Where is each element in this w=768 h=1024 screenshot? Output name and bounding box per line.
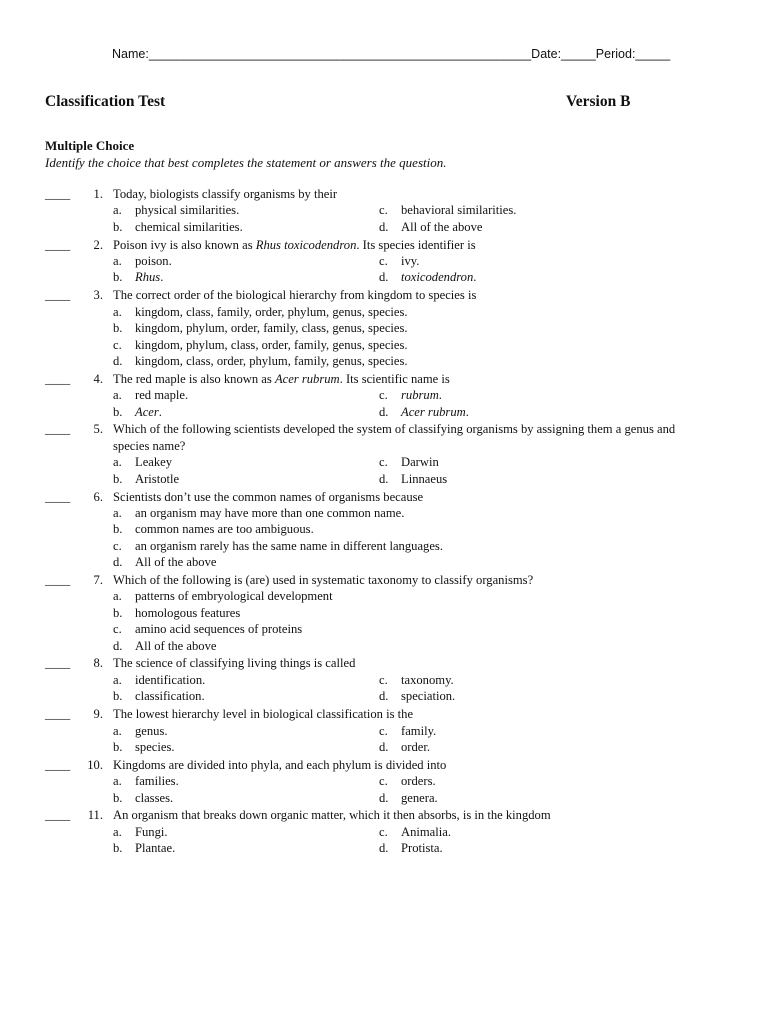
answer-options bbox=[113, 253, 735, 286]
option-row bbox=[113, 588, 735, 604]
option-text: rubrum bbox=[401, 388, 439, 403]
answer-option bbox=[113, 638, 216, 654]
option-text: Fungi. bbox=[135, 824, 168, 839]
option-letter: d. bbox=[379, 841, 389, 856]
question-number: 10. bbox=[87, 757, 103, 772]
question-item bbox=[45, 706, 735, 755]
question-item bbox=[45, 186, 735, 235]
option-row bbox=[113, 387, 735, 403]
question-stem bbox=[113, 371, 735, 387]
option-letter: b. bbox=[113, 219, 123, 234]
option-text: classes. bbox=[135, 790, 174, 805]
test-version: Version B bbox=[566, 93, 631, 110]
option-letter: d. bbox=[113, 555, 123, 570]
answer-option bbox=[113, 454, 172, 470]
answer-option bbox=[113, 269, 163, 285]
answer-option bbox=[379, 454, 439, 470]
option-row bbox=[113, 454, 735, 470]
option-text: poison. bbox=[135, 254, 172, 269]
answer-option bbox=[113, 840, 175, 856]
answer-options bbox=[113, 304, 735, 370]
option-text: Leakey bbox=[135, 455, 173, 470]
option-text: species. bbox=[135, 739, 175, 754]
section-instructions: Identify the choice that best completes the statement or answers the question. bbox=[45, 155, 447, 170]
question-number: 7. bbox=[93, 573, 103, 588]
option-text: amino acid sequences of proteins bbox=[135, 622, 303, 637]
answer-option bbox=[379, 688, 455, 704]
option-letter: d. bbox=[113, 638, 123, 653]
answer-option bbox=[113, 723, 168, 739]
option-letter: a. bbox=[113, 824, 122, 839]
option-letter: a. bbox=[113, 304, 122, 319]
question-line bbox=[45, 757, 735, 773]
answer-option bbox=[379, 202, 516, 218]
answer-options bbox=[113, 454, 735, 487]
question-number: 9. bbox=[93, 707, 103, 722]
option-letter: c. bbox=[379, 824, 388, 839]
option-row bbox=[113, 840, 735, 856]
option-text: homologous features bbox=[135, 605, 241, 620]
option-text: Acer bbox=[135, 404, 159, 419]
question-item bbox=[45, 237, 735, 286]
option-text: Acer rubrum bbox=[401, 404, 466, 419]
option-letter: c. bbox=[379, 723, 388, 738]
option-row bbox=[113, 638, 735, 654]
option-text: speciation. bbox=[401, 689, 456, 704]
question-list bbox=[45, 186, 735, 858]
answer-option bbox=[379, 672, 454, 688]
answer-blank[interactable]: ____ bbox=[45, 707, 71, 722]
option-text: Animalia. bbox=[401, 824, 452, 839]
option-letter: a. bbox=[113, 723, 122, 738]
answer-option bbox=[113, 353, 408, 369]
option-punctuation: . bbox=[158, 404, 162, 419]
option-punctuation: . bbox=[473, 270, 477, 285]
question-number: 1. bbox=[93, 187, 103, 201]
name-date-period-line: Name:_______________________________________________________Date:_____Period:_____ bbox=[112, 47, 671, 61]
option-text: kingdom, phylum, class, order, family, genus, species. bbox=[135, 337, 408, 352]
question-number: 3. bbox=[93, 288, 103, 303]
option-punctuation: . bbox=[160, 270, 164, 285]
option-letter: d. bbox=[379, 689, 389, 704]
question-item bbox=[45, 655, 735, 704]
option-row bbox=[113, 672, 735, 688]
option-punctuation: . bbox=[465, 404, 469, 419]
option-text: classification. bbox=[135, 689, 205, 704]
question-line bbox=[45, 421, 735, 454]
option-text: families. bbox=[135, 774, 179, 789]
stem-text: Poison ivy is also known as bbox=[113, 237, 256, 252]
option-text: ivy. bbox=[401, 254, 420, 269]
answer-blank[interactable]: ____ bbox=[45, 187, 71, 201]
stem-text: The red maple is also known as bbox=[113, 371, 275, 386]
option-row bbox=[113, 554, 735, 570]
question-item bbox=[45, 287, 735, 369]
option-text: orders. bbox=[401, 774, 436, 789]
option-letter: c. bbox=[379, 203, 388, 218]
option-row bbox=[113, 219, 735, 235]
question-number: 8. bbox=[93, 656, 103, 671]
answer-option bbox=[113, 505, 404, 521]
answer-option bbox=[113, 588, 333, 604]
answer-blank[interactable]: ____ bbox=[45, 237, 71, 252]
option-text: Linnaeus bbox=[401, 471, 448, 486]
question-stem: Kingdoms are divided into phyla, and each phylum is divided into bbox=[113, 757, 447, 772]
option-text: identification. bbox=[135, 672, 206, 687]
question-stem: The lowest hierarchy level in biological classification is the bbox=[113, 707, 414, 722]
option-letter: c. bbox=[113, 337, 122, 352]
question-item bbox=[45, 421, 735, 487]
question-number: 6. bbox=[93, 489, 103, 504]
answer-option bbox=[379, 773, 436, 789]
option-letter: d. bbox=[379, 219, 389, 234]
answer-option bbox=[113, 739, 175, 755]
option-text: kingdom, phylum, order, family, class, genus, species. bbox=[135, 321, 408, 336]
option-row bbox=[113, 605, 735, 621]
option-letter: b. bbox=[113, 790, 123, 805]
option-letter: d. bbox=[113, 353, 123, 368]
question-stem: The correct order of the biological hierarchy from kingdom to species is bbox=[113, 288, 477, 303]
option-row bbox=[113, 404, 735, 420]
question-line bbox=[45, 489, 735, 505]
option-letter: c. bbox=[379, 455, 388, 470]
option-text: taxonomy. bbox=[401, 672, 454, 687]
answer-option bbox=[113, 337, 408, 353]
question-line bbox=[45, 706, 735, 722]
answer-option bbox=[379, 269, 476, 285]
option-text: chemical similarities. bbox=[135, 219, 243, 234]
answer-option bbox=[113, 304, 408, 320]
option-letter: d. bbox=[379, 404, 389, 419]
option-row bbox=[113, 337, 735, 353]
option-row bbox=[113, 471, 735, 487]
question-line bbox=[45, 655, 735, 671]
option-letter: c. bbox=[113, 622, 122, 637]
option-letter: a. bbox=[113, 388, 122, 403]
answer-option bbox=[113, 404, 162, 420]
option-letter: a. bbox=[113, 672, 122, 687]
answer-option bbox=[113, 605, 240, 621]
option-row bbox=[113, 269, 735, 285]
answer-option bbox=[379, 404, 469, 420]
option-row bbox=[113, 621, 735, 637]
option-text: All of the above bbox=[135, 638, 217, 653]
question-number: 2. bbox=[93, 237, 103, 252]
answer-option bbox=[113, 790, 173, 806]
stem-text: . Its species identifier is bbox=[356, 237, 476, 252]
answer-option bbox=[113, 387, 188, 403]
option-text: an organism may have more than one common name. bbox=[135, 505, 405, 520]
option-letter: b. bbox=[113, 841, 123, 856]
option-letter: b. bbox=[113, 522, 123, 537]
question-line bbox=[45, 287, 735, 303]
question-number: 11. bbox=[87, 808, 103, 823]
option-letter: d. bbox=[379, 270, 389, 285]
answer-options bbox=[113, 202, 735, 235]
option-row bbox=[113, 253, 735, 269]
answer-option bbox=[113, 672, 205, 688]
answer-option bbox=[113, 471, 179, 487]
answer-option bbox=[379, 723, 436, 739]
question-stem: Which of the following is (are) used in systematic taxonomy to classify organisms? bbox=[113, 573, 534, 588]
answer-options bbox=[113, 824, 735, 857]
question-number: 4. bbox=[93, 371, 103, 386]
option-punctuation: . bbox=[438, 388, 442, 403]
option-letter: b. bbox=[113, 404, 123, 419]
option-letter: a. bbox=[113, 455, 122, 470]
option-letter: a. bbox=[113, 254, 122, 269]
question-line bbox=[45, 807, 735, 823]
answer-option bbox=[113, 538, 443, 554]
question-stem: Scientists don’t use the common names of organisms because bbox=[113, 489, 424, 504]
option-row bbox=[113, 688, 735, 704]
answer-options bbox=[113, 672, 735, 705]
answer-option bbox=[113, 521, 314, 537]
question-number: 5. bbox=[93, 422, 103, 437]
answer-option bbox=[379, 824, 451, 840]
question-item bbox=[45, 371, 735, 420]
option-row bbox=[113, 521, 735, 537]
answer-blank[interactable]: ____ bbox=[45, 757, 71, 772]
option-text: Rhus bbox=[135, 270, 161, 285]
option-text: genera. bbox=[401, 790, 438, 805]
answer-option bbox=[113, 202, 239, 218]
option-text: Plantae. bbox=[135, 841, 176, 856]
option-text: common names are too ambiguous. bbox=[135, 522, 314, 537]
option-row bbox=[113, 505, 735, 521]
question-item bbox=[45, 572, 735, 654]
test-title: Classification Test bbox=[45, 93, 166, 110]
answer-options bbox=[113, 588, 735, 654]
answer-option bbox=[113, 621, 302, 637]
option-letter: c. bbox=[379, 672, 388, 687]
stem-text: . Its scientific name is bbox=[339, 371, 450, 386]
option-letter: b. bbox=[113, 321, 123, 336]
answer-options bbox=[113, 387, 735, 420]
answer-blank[interactable]: ____ bbox=[45, 656, 71, 671]
option-text: physical similarities. bbox=[135, 203, 240, 218]
question-line bbox=[45, 186, 735, 202]
option-row bbox=[113, 202, 735, 218]
option-letter: c. bbox=[113, 538, 122, 553]
option-letter: a. bbox=[113, 203, 122, 218]
section-title: Multiple Choice bbox=[45, 138, 135, 153]
question-stem: The science of classifying living things is called bbox=[113, 656, 356, 671]
option-letter: d. bbox=[379, 790, 389, 805]
option-letter: a. bbox=[113, 505, 122, 520]
option-text: All of the above bbox=[135, 555, 217, 570]
answer-blank[interactable]: ____ bbox=[45, 808, 71, 823]
question-item bbox=[45, 757, 735, 806]
option-text: toxicodendron bbox=[401, 270, 474, 285]
option-letter: c. bbox=[379, 774, 388, 789]
stem-scientific-name: Acer rubrum bbox=[274, 371, 340, 386]
option-letter: d. bbox=[379, 739, 389, 754]
option-row bbox=[113, 790, 735, 806]
stem-scientific-name: Rhus toxicodendron bbox=[255, 237, 357, 252]
option-letter: a. bbox=[113, 774, 122, 789]
answer-blank[interactable]: ____ bbox=[45, 371, 71, 386]
option-letter: a. bbox=[113, 589, 122, 604]
question-line bbox=[45, 371, 735, 387]
answer-option bbox=[113, 824, 168, 840]
option-letter: b. bbox=[113, 471, 123, 486]
option-row bbox=[113, 320, 735, 336]
option-row bbox=[113, 723, 735, 739]
answer-option bbox=[379, 219, 482, 235]
option-text: All of the above bbox=[401, 219, 483, 234]
option-text: red maple. bbox=[135, 388, 189, 403]
question-line bbox=[45, 237, 735, 253]
option-row bbox=[113, 538, 735, 554]
answer-option bbox=[113, 554, 216, 570]
option-text: kingdom, class, family, order, phylum, genus, species. bbox=[135, 304, 408, 319]
option-text: genus. bbox=[135, 723, 168, 738]
question-stem: Which of the following scientists developed the system of classifying organisms by assigning them a genus and species name? bbox=[113, 422, 676, 453]
option-letter: c. bbox=[379, 254, 388, 269]
option-letter: d. bbox=[379, 471, 389, 486]
question-item bbox=[45, 807, 735, 856]
question-item bbox=[45, 489, 735, 571]
answer-option bbox=[113, 320, 408, 336]
option-text: behavioral similarities. bbox=[401, 203, 517, 218]
answer-option bbox=[379, 840, 443, 856]
option-row bbox=[113, 353, 735, 369]
option-text: family. bbox=[401, 723, 437, 738]
answer-blank[interactable]: ____ bbox=[45, 573, 71, 588]
answer-option bbox=[379, 790, 438, 806]
answer-option bbox=[379, 471, 447, 487]
answer-option bbox=[379, 739, 430, 755]
answer-options bbox=[113, 505, 735, 571]
option-letter: b. bbox=[113, 739, 123, 754]
option-text: an organism rarely has the same name in different languages. bbox=[135, 538, 443, 553]
question-stem: An organism that breaks down organic matter, which it then absorbs, is in the kingdom bbox=[113, 808, 551, 823]
answer-options bbox=[113, 723, 735, 756]
question-stem bbox=[113, 237, 735, 253]
answer-option bbox=[113, 773, 179, 789]
option-row bbox=[113, 773, 735, 789]
option-letter: c. bbox=[379, 388, 388, 403]
answer-blank[interactable]: ____ bbox=[45, 288, 71, 303]
answer-option bbox=[113, 688, 205, 704]
option-letter: b. bbox=[113, 605, 123, 620]
option-text: Aristotle bbox=[135, 471, 180, 486]
question-stem: Today, biologists classify organisms by their bbox=[113, 187, 338, 201]
option-text: Darwin bbox=[401, 455, 439, 470]
question-line bbox=[45, 572, 735, 588]
answer-blank[interactable]: ____ bbox=[45, 489, 71, 504]
answer-blank[interactable]: ____ bbox=[45, 422, 71, 437]
answer-option bbox=[113, 253, 172, 269]
option-letter: b. bbox=[113, 270, 123, 285]
answer-option bbox=[379, 387, 442, 403]
option-text: patterns of embryological development bbox=[135, 589, 333, 604]
option-text: order. bbox=[401, 739, 431, 754]
option-row bbox=[113, 739, 735, 755]
answer-option bbox=[113, 219, 243, 235]
option-row bbox=[113, 824, 735, 840]
option-text: Protista. bbox=[401, 841, 443, 856]
option-row bbox=[113, 304, 735, 320]
option-letter: b. bbox=[113, 689, 123, 704]
option-text: kingdom, class, order, phylum, family, genus, species. bbox=[135, 353, 408, 368]
answer-option bbox=[379, 253, 419, 269]
answer-options bbox=[113, 773, 735, 806]
